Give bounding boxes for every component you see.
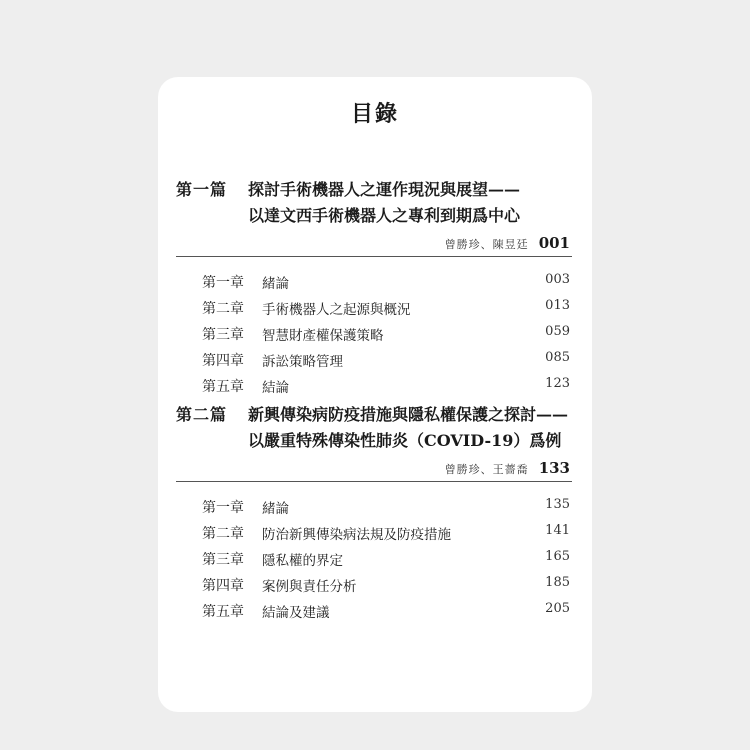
part-page-number: 001	[538, 234, 570, 252]
part-title-line2: 以達文西手術機器人之專利到期爲中心	[248, 206, 521, 225]
author-row	[445, 459, 570, 477]
divider-rule	[176, 481, 572, 482]
chapter-label: 第四章	[202, 353, 244, 369]
part-title-line1: 新興傳染病防疫措施與隱私權保護之探討——	[248, 405, 569, 424]
part-2	[158, 402, 592, 621]
part-authors: 曾勝珍、陳昱廷	[444, 238, 529, 251]
part-heading	[158, 402, 592, 452]
chapter-label: 第一章	[202, 275, 244, 291]
part-page-number: 133	[538, 459, 570, 477]
chapter-title: 緒論	[262, 276, 289, 292]
chapter-title: 案例與責任分析	[262, 579, 357, 595]
chapter-list	[158, 497, 592, 627]
chapter-title: 結論	[262, 380, 289, 396]
part-authors: 曾勝珍、王薔喬	[444, 463, 529, 476]
chapter-row[interactable]	[158, 601, 592, 627]
chapter-page: 135	[545, 497, 570, 512]
chapter-row[interactable]	[158, 324, 592, 350]
part-1	[158, 177, 592, 396]
chapter-row[interactable]	[158, 298, 592, 324]
chapter-title: 智慧財產權保護策略	[262, 328, 384, 344]
part-label: 第一篇	[176, 180, 228, 199]
chapter-title: 隱私權的界定	[262, 553, 343, 569]
chapter-row[interactable]	[158, 575, 592, 601]
part-heading	[158, 177, 592, 227]
author-row	[445, 234, 570, 252]
chapter-page: 003	[545, 272, 570, 287]
chapter-label: 第三章	[202, 327, 244, 343]
chapter-title: 手術機器人之起源與概況	[262, 302, 411, 318]
chapter-list	[158, 272, 592, 402]
chapter-title: 緒論	[262, 501, 289, 517]
chapter-row[interactable]	[158, 376, 592, 402]
toc-title: 目錄	[350, 102, 399, 127]
chapter-page: 165	[545, 549, 570, 564]
chapter-label: 第四章	[202, 578, 244, 594]
toc-page	[158, 77, 592, 712]
chapter-row[interactable]	[158, 523, 592, 549]
chapter-page: 185	[545, 575, 570, 590]
chapter-row[interactable]	[158, 350, 592, 376]
chapter-page: 059	[545, 324, 570, 339]
chapter-page: 123	[545, 376, 570, 391]
chapter-row[interactable]	[158, 272, 592, 298]
chapter-title: 防治新興傳染病法規及防疫措施	[262, 527, 451, 543]
chapter-title: 訴訟策略管理	[262, 354, 343, 370]
part-title-line1: 探討手術機器人之運作現況與展望——	[248, 180, 521, 199]
part-title-line2: 以嚴重特殊傳染性肺炎（COVID-19）爲例	[248, 431, 562, 450]
chapter-label: 第二章	[202, 526, 244, 542]
divider-rule	[176, 256, 572, 257]
chapter-label: 第五章	[202, 604, 244, 620]
chapter-page: 205	[545, 601, 570, 616]
chapter-title: 結論及建議	[262, 605, 330, 621]
chapter-label: 第三章	[202, 552, 244, 568]
chapter-page: 141	[545, 523, 570, 538]
chapter-label: 第五章	[202, 379, 244, 395]
chapter-page: 013	[545, 298, 570, 313]
chapter-row[interactable]	[158, 549, 592, 575]
chapter-label: 第一章	[202, 500, 244, 516]
chapter-label: 第二章	[202, 301, 244, 317]
part-label: 第二篇	[176, 405, 228, 424]
chapter-page: 085	[545, 350, 570, 365]
chapter-row[interactable]	[158, 497, 592, 523]
